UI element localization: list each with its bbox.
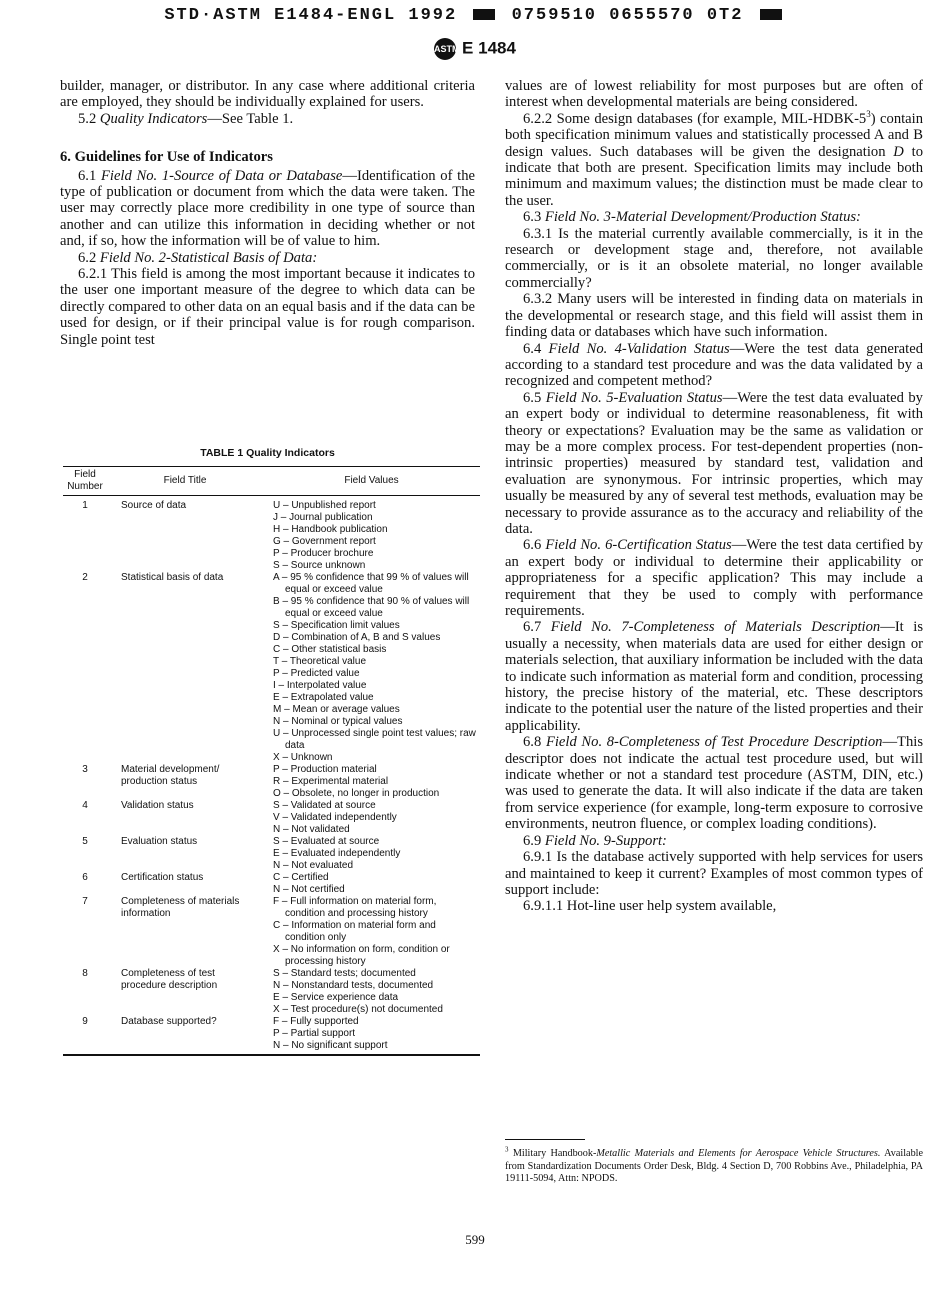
field-title: Database supported? [107, 1016, 263, 1055]
field-value: S – Validated at source [273, 800, 376, 811]
paragraph-6-7: 6.7 Field No. 7-Completeness of Materials Description—It is usually a necessity, when materials data are used for either design or materials selection, that auxiliary information be included with the data to indicate such information as material form and condition, processing history, the precise history of the material, etc. These descriptors indicate to the potential user the nature of the listed properties and their applicability. [505, 619, 924, 734]
paragraph-6-9-1-1: 6.9.1.1 Hot-line user help system available, [523, 898, 777, 915]
paragraph-6-2-1: 6.2.1 This field is among the most important because it indicates to the user one important measure of the degree to which data can be directly compared to other data on an equal basis and if the data can be used for design, or if their principal value is for rough comparison. Single point test [60, 266, 475, 348]
field-value: C – Certified [273, 872, 329, 883]
field-title: Statistical basis of data [121, 572, 224, 583]
field-value: N – Not evaluated [273, 860, 354, 871]
table-caption: TABLE 1 Quality Indicators [200, 447, 335, 459]
field-title: Completeness of materials information [121, 896, 240, 919]
table-row [63, 800, 480, 836]
field-number: 6 [82, 872, 88, 883]
field-values [263, 1016, 480, 1055]
field-value: H – Handbook publication [273, 524, 388, 535]
field-value: P – Predicted value [273, 668, 360, 679]
doc-code-left: STD·ASTM E1484-ENGL 1992 [164, 6, 458, 25]
field-value: V – Validated independently [273, 812, 397, 823]
field-values [263, 764, 480, 800]
field-value: S – Specification limit values [273, 620, 400, 631]
astm-logo-icon: ASTM [434, 38, 456, 60]
field-value: E – Extrapolated value [273, 692, 374, 703]
field-value: U – Unprocessed single point test values; raw data [273, 728, 476, 751]
field-value: F – Fully supported [273, 1016, 359, 1027]
field-value: E – Service experience data [273, 992, 399, 1003]
field-value: T – Theoretical value [273, 656, 367, 667]
field-value: S – Standard tests; documented [273, 968, 416, 979]
field-value: I – Interpolated value [273, 680, 367, 691]
field-number: 1 [82, 500, 88, 511]
paragraph-6-1: 6.1 Field No. 1-Source of Data or Database—Identification of the type of publication or document from which the data were taken. The user may correctly place more credibility in one type of source than another and can utilize this information in deciding whether or not and, if so, how the information will be of value to him. [60, 167, 475, 250]
field-value: D – Combination of A, B and S values [273, 632, 441, 643]
field-value: M – Mean or average values [273, 704, 400, 715]
field-value: E – Evaluated independently [273, 848, 401, 859]
column-header: Field Number [63, 467, 107, 496]
table-row [63, 572, 480, 764]
paragraph-6-4: 6.4 Field No. 4-Validation Status—Were the test data generated according to a standard test procedure and was the data validated by a recognized and competent method? [505, 340, 923, 390]
field-value: X – No information on form, condition or processing history [273, 944, 450, 967]
page-number: 599 [465, 1232, 485, 1247]
table-row [63, 764, 480, 800]
paragraph-6-3-1: 6.3.1 Is the material currently available commercially, is it in the research or development stage and, therefore, not available commercially, or is it an obsolete material, no longer available commercially? [505, 225, 923, 291]
field-value: S – Source unknown [273, 560, 366, 571]
designation-header [0, 38, 950, 60]
paragraph-6-9-1: 6.9.1 Is the database actively supported with help services for users and maintained to keep it current? Examples of most common types of support include: [505, 849, 923, 898]
field-value: C – Other statistical basis [273, 644, 387, 655]
field-title: Evaluation status [121, 836, 198, 847]
field-title: Material development/ production status [121, 764, 220, 787]
document-code-header [0, 6, 950, 25]
field-number: 5 [82, 836, 88, 847]
field-value: R – Experimental material [273, 776, 389, 787]
paragraph-6-6: 6.6 Field No. 6-Certification Status—Were the test data certified by an expert body or individual to determine their applicability or appropriateness for a specific application? This may include a requirement that they be used to comply with performance requirements. [505, 537, 923, 619]
table-row [63, 896, 480, 968]
quality-indicators-table [63, 466, 480, 1056]
paragraph-6-8: 6.8 Field No. 8-Completeness of Test Procedure Description—This descriptor does not indicate the actual test procedure used, but will indicate whether or not a standard test procedure (ASTM, DIN, etc.) was used to generate the data. It will also indicate if the data are taken from service experience (for example, long-term exposure to corrosive environments, neutron fluence, or complex loading conditions). [505, 734, 923, 833]
field-values [263, 896, 480, 968]
field-value: B – 95 % confidence that 90 % of values will equal or exceed value [273, 596, 470, 619]
field-value: F – Full information on material form, condition and processing history [273, 896, 437, 919]
field-values [263, 968, 480, 1016]
paragraph-6-3: 6.3 Field No. 3-Material Development/Production Status: [523, 209, 861, 226]
paragraph-6-9: 6.9 Field No. 9-Support: [523, 832, 667, 849]
table-row [63, 836, 480, 872]
column-header: Field Values [263, 467, 480, 496]
field-value: P – Production material [273, 764, 377, 775]
table-row [63, 496, 480, 573]
right-column [505, 78, 923, 915]
field-value: J – Journal publication [273, 512, 373, 523]
field-value: N – Nominal or typical values [273, 716, 403, 727]
table-row [63, 1016, 480, 1055]
field-value: N – Nonstandard tests, documented [273, 980, 434, 991]
field-number: 8 [82, 968, 88, 979]
field-number: 3 [82, 764, 88, 775]
black-bar-mark [473, 9, 495, 20]
field-title: Source of data [121, 500, 187, 511]
field-values [263, 836, 480, 872]
doc-code-right: 0759510 0655570 0T2 [511, 6, 744, 25]
footnote: $^3$ Military Handbook-Metallic Materials and Elements for Aerospace Vehicle Structures. Available from Standardization Documents Order Desk, Bldg. 4 Section D, 700 Robbins Ave., Philadelphia, PA 19111-5094, Attn: NPODS. [505, 1145, 924, 1184]
field-title: Validation status [121, 800, 194, 811]
field-value: X – Test procedure(s) not documented [273, 1004, 443, 1015]
field-value: X – Unknown [273, 752, 333, 763]
black-bar-mark [760, 9, 782, 20]
paragraph: values are of lowest reliability for most purposes but are often of interest when developmental materials are being considered. [505, 78, 923, 111]
paragraph-6-3-2: 6.3.2 Many users will be interested in finding data on materials in the developmental or research stage, and this field will assist them in finding data or databases which have such information. [505, 291, 923, 341]
field-number: 9 [63, 1016, 107, 1055]
field-values [263, 496, 480, 573]
field-title: Certification status [121, 872, 204, 883]
field-value: N – Not validated [273, 824, 350, 835]
paragraph-6-5: 6.5 Field No. 5-Evaluation Status—Were the test data evaluated by an expert body or individual to determine reasonableness, fit with theory or expectations? Evaluation may be the same as validation or may be a more complex process. For test-dependent properties (non-intrinsic properties) measured by standard test, validation and evaluation are synonymous. For intrinsic properties, which may usually be measured by any of several test methods, evaluation may be necessary to provide assurance as to the accuracy and reliability of the data. [505, 389, 923, 537]
footnote-divider [505, 1139, 585, 1140]
field-value: C – Information on material form and condition only [273, 920, 436, 943]
table-row [63, 872, 480, 896]
field-value: P – Partial support [273, 1028, 356, 1039]
field-value: A – 95 % confidence that 99 % of values will equal or exceed value [273, 572, 469, 595]
designation-text: E 1484 [462, 38, 516, 58]
paragraph-6-2-2: 6.2.2 Some design databases (for example, MIL-$HDBK-5^3$) contain both specification minimum values and statistically processed A and B design values. Such databases will be given the designation D to indicate that both are present. Specification limits may include both minimum and maximum values; the distinction must be made clear to the user. [505, 108, 923, 209]
field-value: O – Obsolete, no longer in production [273, 788, 440, 799]
paragraph: builder, manager, or distributor. In any case where additional criteria are employed, they should be individually explained for users. [60, 78, 475, 111]
field-values [263, 572, 480, 764]
left-column [60, 78, 475, 348]
paragraph-6-2: 6.2 Field No. 2-Statistical Basis of Data: [78, 249, 318, 266]
section-heading: 6. Guidelines for Use of Indicators [60, 149, 273, 166]
column-header: Field Title [107, 467, 263, 496]
field-value: N – No significant support [273, 1040, 388, 1051]
field-value: S – Evaluated at source [273, 836, 380, 847]
field-value: N – Not certified [273, 884, 345, 895]
field-value: U – Unpublished report [273, 500, 376, 511]
field-value: P – Producer brochure [273, 548, 374, 559]
field-values [263, 800, 480, 836]
table-row [63, 968, 480, 1016]
field-number: 4 [82, 800, 88, 811]
field-values [263, 872, 480, 896]
field-number: 7 [82, 896, 88, 907]
paragraph-5-2: 5.2 Quality Indicators—See Table 1. [78, 110, 294, 127]
field-number: 2 [82, 572, 88, 583]
field-value: G – Government report [273, 536, 376, 547]
field-title: Completeness of test procedure description [121, 968, 218, 991]
